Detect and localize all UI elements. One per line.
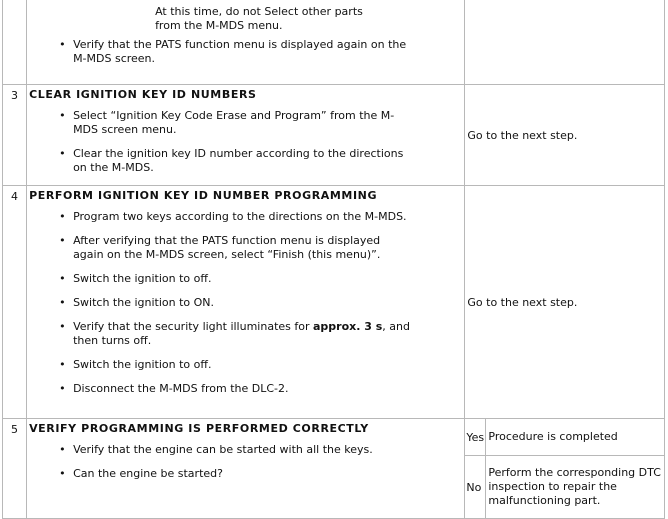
bullet-item: • After verifying that the PATS function menu is displayed again on the M-MDS screen, select “Finish (this menu)”. [73, 234, 413, 262]
bullet-item: • Switch the ignition to off. [73, 358, 413, 372]
step-number-cell [3, 0, 27, 85]
step-body-cell [27, 186, 465, 419]
yes-no-table [465, 419, 664, 518]
step-number: 3 [3, 85, 27, 186]
bullet-item: • Can the engine be started? [73, 467, 413, 481]
step-body-cell [27, 85, 465, 186]
bullet-item: • Verify that the engine can be started with all the keys. [73, 443, 413, 457]
yes-result: Procedure is completed [486, 419, 664, 456]
table-row [3, 419, 665, 519]
step-result-cell [465, 419, 665, 519]
table-row [3, 85, 665, 186]
table-row [3, 0, 665, 85]
step-number: 4 [3, 186, 27, 419]
step-result: Go to the next step. [465, 85, 665, 186]
step-number: 5 [3, 419, 27, 519]
step-title: CLEAR IGNITION KEY ID NUMBERS [29, 88, 257, 101]
step-result-cell [465, 0, 665, 85]
bullet-item: • Switch the ignition to off. [73, 272, 413, 286]
bullet-text: , and then turns off. [73, 320, 410, 347]
bullet-item: • Program two keys according to the directions on the M-MDS. [73, 210, 413, 224]
procedure-table [2, 0, 665, 519]
sub-note-line: At this time, do not Select other parts [155, 5, 363, 18]
step-title: VERIFY PROGRAMMING IS PERFORMED CORRECTLY [29, 422, 369, 435]
no-label: No [466, 480, 482, 494]
bullet-item: • Clear the ignition key ID number according to the directions on the M-MDS. [73, 147, 413, 175]
table-row [3, 186, 665, 419]
sub-note-line: from the M-MDS menu. [155, 19, 283, 32]
step-body-cell [27, 0, 465, 85]
step-result: Go to the next step. [465, 186, 665, 419]
bullet-text: Verify that the security light illuminates for [73, 320, 313, 333]
bullet-item: • Switch the ignition to ON. [73, 296, 413, 310]
bullet-item: • Disconnect the M-MDS from the DLC-2. [73, 382, 413, 396]
bullet-emphasis: approx. 3 s [313, 320, 383, 333]
step-body-cell [27, 419, 465, 519]
bullet-item: • Verify that the PATS function menu is displayed again on the M-MDS screen. [73, 38, 413, 66]
bullet-item [73, 320, 413, 348]
step-title: PERFORM IGNITION KEY ID NUMBER PROGRAMMING [29, 189, 378, 202]
bullet-item: • Select “Ignition Key Code Erase and Program” from the M-MDS screen menu. [73, 109, 413, 137]
yes-label: Yes [465, 419, 486, 456]
no-result: Perform the corresponding DTC inspection to repair the malfunctioning part. [486, 456, 664, 519]
